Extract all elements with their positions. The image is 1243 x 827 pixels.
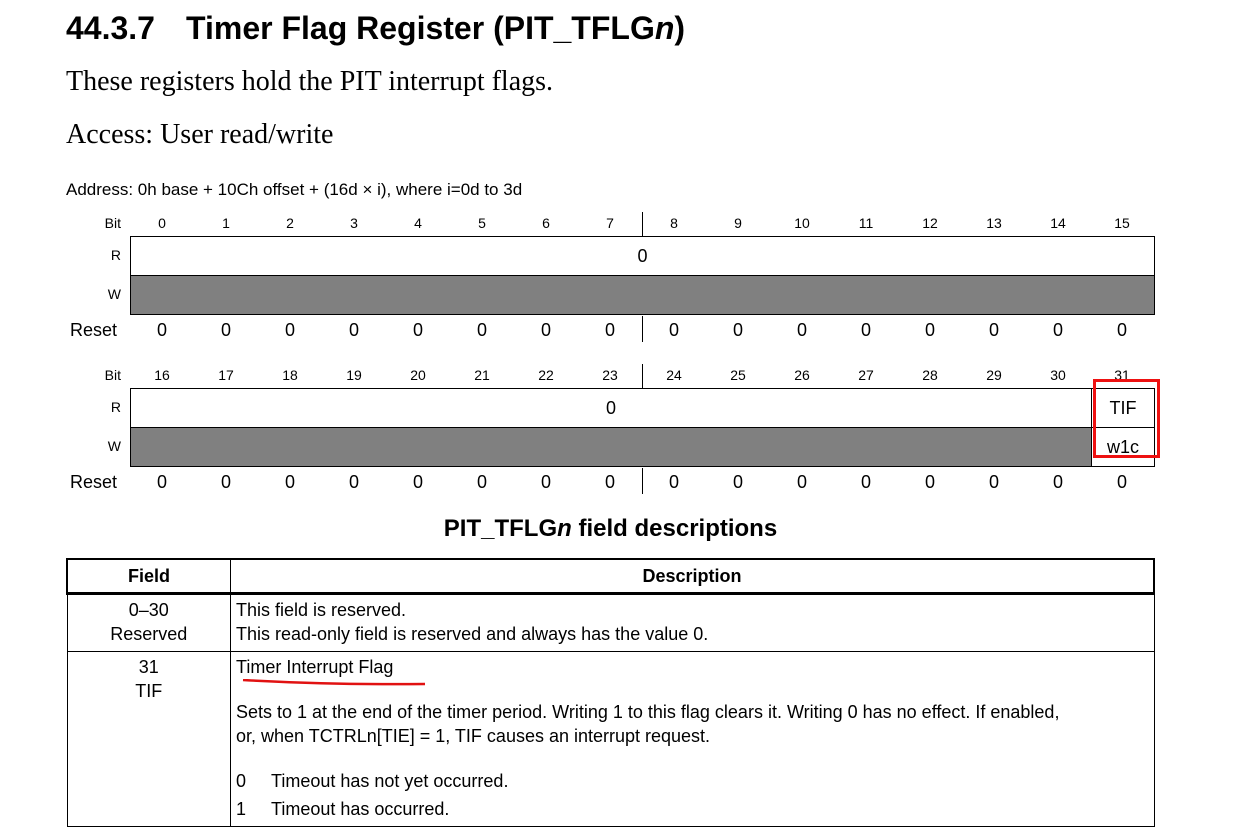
bit-number: 19 xyxy=(346,367,362,383)
bit-number: 22 xyxy=(538,367,554,383)
reset-value: 0 xyxy=(732,320,743,340)
half-divider xyxy=(642,212,643,236)
table-title xyxy=(66,515,1155,543)
reset-value: 0 xyxy=(220,472,231,492)
desc-title: Timer Interrupt Flag xyxy=(236,657,394,677)
reset-value: 0 xyxy=(476,472,487,492)
description-cell xyxy=(231,652,1155,827)
reset-value: 0 xyxy=(540,472,551,492)
bit-number: 21 xyxy=(474,367,490,383)
value-code: 0 xyxy=(236,771,247,791)
w-label: W xyxy=(107,438,121,454)
section-title-italic: n xyxy=(654,10,675,46)
bit-number: 6 xyxy=(542,215,550,231)
table-title-italic: n xyxy=(557,515,572,542)
tif-highlight-annotation xyxy=(1093,379,1160,458)
bit-number: 2 xyxy=(286,215,294,231)
bit-number: 18 xyxy=(282,367,298,383)
w-label: W xyxy=(107,286,121,302)
table-row xyxy=(67,652,1154,827)
half-divider xyxy=(642,364,643,388)
bit-number: 1 xyxy=(222,215,230,231)
bit-number: 20 xyxy=(410,367,426,383)
bit-number: 12 xyxy=(922,215,938,231)
bit-number: 15 xyxy=(1114,215,1130,231)
reset-value: 0 xyxy=(668,472,679,492)
bit-number: 11 xyxy=(858,215,874,231)
field-cell xyxy=(67,652,231,827)
bit-number: 29 xyxy=(986,367,1002,383)
reset-value: 0 xyxy=(284,320,295,340)
tif-read-text: TIF xyxy=(1109,398,1137,418)
address-text: Address: 0h base + 10Ch offset + (16d × i), where i=0d to 3d xyxy=(66,180,523,199)
bit-number: 24 xyxy=(666,367,682,383)
reset-value: 0 xyxy=(796,320,807,340)
half-divider xyxy=(642,468,643,494)
field-name: Reserved xyxy=(110,624,188,644)
reset-label: Reset xyxy=(70,320,118,340)
desc-line: Sets to 1 at the end of the timer period. Writing 1 to this flag clears it. Writing 0 has no effect. If enabled, xyxy=(236,702,1060,722)
value-code: 1 xyxy=(236,799,247,819)
reset-value: 0 xyxy=(1052,320,1063,340)
reset-value: 0 xyxy=(1116,472,1127,492)
bit-number: 23 xyxy=(602,367,618,383)
field-cell xyxy=(67,594,231,652)
value-row xyxy=(236,769,1149,793)
bit-number: 10 xyxy=(794,215,810,231)
bit-number: 5 xyxy=(478,215,486,231)
access-text: Access: User read/write xyxy=(66,119,334,150)
section-number: 44.3.7 xyxy=(66,10,155,46)
reset-value: 0 xyxy=(796,472,807,492)
reset-value: 0 xyxy=(1052,472,1063,492)
desc-line: This field is reserved. xyxy=(236,600,407,620)
bit-number: 7 xyxy=(606,215,614,231)
reset-value: 0 xyxy=(924,320,935,340)
reset-value: 0 xyxy=(668,320,679,340)
bit-label: Bit xyxy=(104,367,121,383)
bit-number: 4 xyxy=(414,215,422,231)
read-field-16-30 xyxy=(130,388,1092,428)
field-bits: 31 xyxy=(138,657,159,677)
field-name: TIF xyxy=(135,681,163,701)
reset-value: 0 xyxy=(988,320,999,340)
read-value: 0 xyxy=(637,246,648,266)
reset-value: 0 xyxy=(1116,320,1127,340)
section-heading xyxy=(66,10,685,47)
reset-value: 0 xyxy=(284,472,295,492)
reset-value: 0 xyxy=(412,472,423,492)
reset-value: 0 xyxy=(924,472,935,492)
read-field-0-15 xyxy=(130,236,1155,276)
bit-number: 17 xyxy=(218,367,234,383)
bit-number: 26 xyxy=(794,367,810,383)
bit-number: 0 xyxy=(158,215,166,231)
reset-value: 0 xyxy=(540,320,551,340)
reset-value: 0 xyxy=(156,472,167,492)
bit-number: 28 xyxy=(922,367,938,383)
bit-number: 3 xyxy=(350,215,358,231)
section-title-end: ) xyxy=(674,10,686,46)
bit-number: 8 xyxy=(670,215,678,231)
reset-value: 0 xyxy=(732,472,743,492)
intro-text: These registers hold the PIT interrupt flags. xyxy=(66,66,554,97)
header-field: Field xyxy=(67,559,231,594)
bit-number: 13 xyxy=(986,215,1002,231)
value-text: Timeout has not yet occurred. xyxy=(271,771,509,791)
desc-line: or, when TCTRLn[TIE] = 1, TIF causes an interrupt request. xyxy=(236,726,711,746)
reset-value: 0 xyxy=(604,472,615,492)
value-text: Timeout has occurred. xyxy=(271,799,450,819)
bit-number: 25 xyxy=(730,367,746,383)
reset-value: 0 xyxy=(220,320,231,340)
reset-value: 0 xyxy=(988,472,999,492)
reset-value: 0 xyxy=(348,472,359,492)
reset-value: 0 xyxy=(476,320,487,340)
read-value: 0 xyxy=(605,398,616,418)
r-label: R xyxy=(110,247,121,263)
reset-value: 0 xyxy=(412,320,423,340)
bit-number: 31 xyxy=(1114,367,1130,383)
half-divider xyxy=(642,316,643,342)
bit-number: 16 xyxy=(154,367,170,383)
reset-label: Reset xyxy=(70,472,118,492)
header-description: Description xyxy=(231,559,1155,594)
bit-label: Bit xyxy=(104,215,121,231)
description-cell xyxy=(231,594,1155,652)
table-header-row xyxy=(67,559,1154,594)
table-title-prefix: PIT_TFLG xyxy=(443,515,558,542)
bit-number: 30 xyxy=(1050,367,1066,383)
value-row xyxy=(236,797,1149,821)
field-descriptions-table xyxy=(66,558,1155,827)
write-field-16-30 xyxy=(130,427,1092,467)
reset-value: 0 xyxy=(348,320,359,340)
bit-number: 9 xyxy=(734,215,742,231)
table-row xyxy=(67,594,1154,652)
field-bits: 0–30 xyxy=(128,600,169,620)
reset-value: 0 xyxy=(860,320,871,340)
title-underline-annotation xyxy=(242,679,426,686)
section-title: Timer Flag Register (PIT_TFLG xyxy=(186,10,655,46)
desc-line: This read-only field is reserved and always has the value 0. xyxy=(236,624,709,644)
bit-number: 27 xyxy=(858,367,874,383)
table-title-suffix: field descriptions xyxy=(571,515,778,542)
write-field-0-15 xyxy=(130,275,1155,315)
reset-value: 0 xyxy=(156,320,167,340)
reset-value: 0 xyxy=(860,472,871,492)
tif-write-text: w1c xyxy=(1106,437,1139,457)
bit-number: 14 xyxy=(1050,215,1066,231)
r-label: R xyxy=(110,399,121,415)
reset-value: 0 xyxy=(604,320,615,340)
